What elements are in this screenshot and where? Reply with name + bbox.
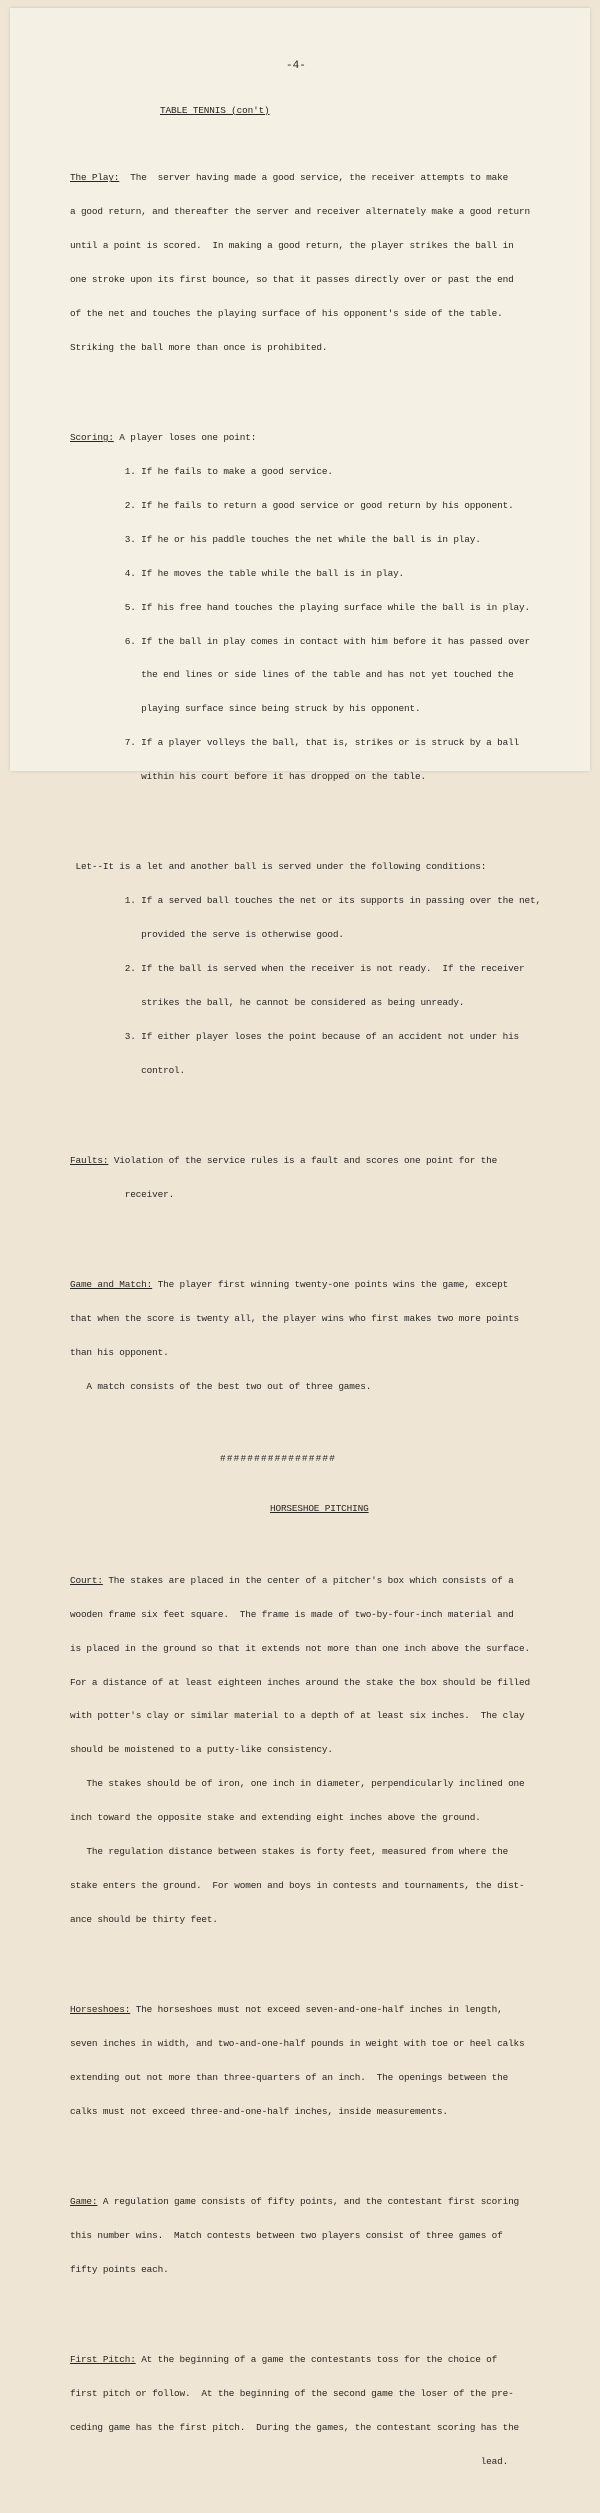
section-let <box>70 839 570 1099</box>
court-line: The stakes are placed in the center of a pitcher's box which consists of a <box>102 1574 514 1586</box>
court-line: wooden frame six feet square. The frame is made of two-by-four-inch material and <box>70 1608 514 1620</box>
court-line: The regulation distance between stakes is forty feet, measured from where the <box>70 1846 509 1858</box>
play-line: of the net and touches the playing surface of his opponent's side of the table. <box>70 307 503 319</box>
scoring-item: playing surface since being struck by his opponent. <box>70 703 421 715</box>
section-faults <box>70 1133 570 1223</box>
table-tennis-title: TABLE TENNIS (con't) <box>160 104 270 116</box>
faults-line: receiver. <box>70 1189 175 1201</box>
scoring-intro: A player loses one point: <box>113 432 257 444</box>
game-line: this number wins. Match contests between two players consist of three games of <box>70 2230 503 2242</box>
play-label: The Play: <box>70 172 120 184</box>
game-match-line: A match consists of the best two out of three games. <box>70 1381 372 1393</box>
game-line: A regulation game consists of fifty points, and the contestant first scoring <box>97 2196 520 2208</box>
horseshoes-label: Horseshoes: <box>70 2004 131 2016</box>
let-line: provided the serve is otherwise good. <box>70 929 344 941</box>
let-line: 1. If a served ball touches the net or its supports in passing over the net, <box>70 895 541 907</box>
horseshoe-title: HORSESHOE PITCHING <box>270 1503 369 1515</box>
section-horseshoes <box>70 1982 570 2140</box>
play-line: until a point is scored. In making a good return, the player strikes the ball in <box>70 240 514 252</box>
court-line: ance should be thirty feet. <box>70 1913 218 1925</box>
scoring-label: Scoring: <box>70 432 114 444</box>
game-line: fifty points each. <box>70 2264 169 2275</box>
faults-line: Violation of the service rules is a fault and scores one point for the <box>108 1155 498 1167</box>
court-line: The stakes should be of iron, one inch in diameter, perpendicularly inclined one <box>70 1778 525 1790</box>
scoring-item: 1. If he fails to make a good service. <box>70 466 333 478</box>
first-pitch-line: lead. <box>70 2456 509 2468</box>
horseshoes-line: calks must not exceed three-and-one-half inches, inside measurements. <box>70 2105 448 2117</box>
section-scoring <box>70 410 570 805</box>
game-match-line: than his opponent. <box>70 1347 169 1359</box>
court-line: with potter's clay or similar material to a depth of at least six inches. The clay <box>70 1710 525 1722</box>
horseshoes-line: seven inches in width, and two-and-one-half pounds in weight with toe or heel calks <box>70 2038 525 2050</box>
faults-label: Faults: <box>70 1155 109 1167</box>
scoring-item: within his court before it has dropped on the table. <box>70 771 426 783</box>
let-line: 2. If the ball is served when the receiver is not ready. If the receiver <box>70 963 525 975</box>
section-separator: ################# <box>220 1452 337 1464</box>
play-line: a good return, and thereafter the server and receiver alternately make a good return <box>70 206 530 218</box>
scoring-item: 5. If his free hand touches the playing surface while the ball is in play. <box>70 601 530 613</box>
let-line: control. <box>70 1064 185 1076</box>
first-pitch-line: first pitch or follow. At the beginning of the second game the loser of the pre- <box>70 2388 514 2400</box>
let-line: Let--It is a let and another ball is served under the following conditions: <box>70 861 487 873</box>
scoring-item: 6. If the ball in play comes in contact with him before it has passed over <box>70 635 530 647</box>
game-match-label: Game and Match: <box>70 1279 153 1291</box>
let-line: strikes the ball, he cannot be considered as being unready. <box>70 997 465 1009</box>
first-pitch-label: First Pitch: <box>70 2354 136 2366</box>
section-court <box>70 1552 570 1947</box>
scoring-item: the end lines or side lines of the table and has not yet touched the <box>70 669 514 681</box>
court-line: For a distance of at least eighteen inches around the stake the box should be filled <box>70 1676 530 1688</box>
section-first-pitch <box>70 2332 570 2490</box>
page-number: -4- <box>286 60 306 72</box>
first-pitch-line: ceding game has the first pitch. During the games, the contestant scoring has the <box>70 2422 520 2434</box>
section-game-match <box>70 1257 570 1415</box>
court-line: stake enters the ground. For women and boys in contests and tournaments, the dist- <box>70 1879 525 1891</box>
game-match-line: that when the score is twenty all, the player wins who first makes two more points <box>70 1313 520 1325</box>
let-line: 3. If either player loses the point because of an accident not under his <box>70 1030 520 1042</box>
section-game <box>70 2174 570 2298</box>
document-page <box>10 8 590 2468</box>
first-pitch-line: At the beginning of a game the contestants toss for the choice of <box>135 2354 498 2366</box>
scoring-item: 4. If he moves the table while the ball is in play. <box>70 567 405 579</box>
section-play <box>70 150 570 376</box>
court-label: Court: <box>70 1574 103 1586</box>
court-line: is placed in the ground so that it extends not more than one inch above the surface. <box>70 1642 530 1654</box>
court-line: inch toward the opposite stake and extending eight inches above the ground. <box>70 1812 481 1824</box>
scoring-item: 2. If he fails to return a good service or good return by his opponent. <box>70 499 514 511</box>
play-line: one stroke upon its first bounce, so that it passes directly over or past the end <box>70 274 514 286</box>
scoring-item: 7. If a player volleys the ball, that is, strikes or is struck by a ball <box>70 737 520 749</box>
horseshoes-line: The horseshoes must not exceed seven-and-one-half inches in length, <box>130 2004 503 2016</box>
horseshoes-line: extending out not more than three-quarters of an inch. The openings between the <box>70 2071 509 2083</box>
play-line: Striking the ball more than once is prohibited. <box>70 341 328 353</box>
document-body <box>70 82 570 2513</box>
scoring-item: 3. If he or his paddle touches the net while the ball is in play. <box>70 533 481 545</box>
court-line: should be moistened to a putty-like consistency. <box>70 1744 333 1756</box>
game-label: Game: <box>70 2196 98 2208</box>
game-match-line: The player first winning twenty-one points wins the game, except <box>152 1279 509 1291</box>
play-line: The server having made a good service, the receiver attempts to make <box>119 172 509 184</box>
